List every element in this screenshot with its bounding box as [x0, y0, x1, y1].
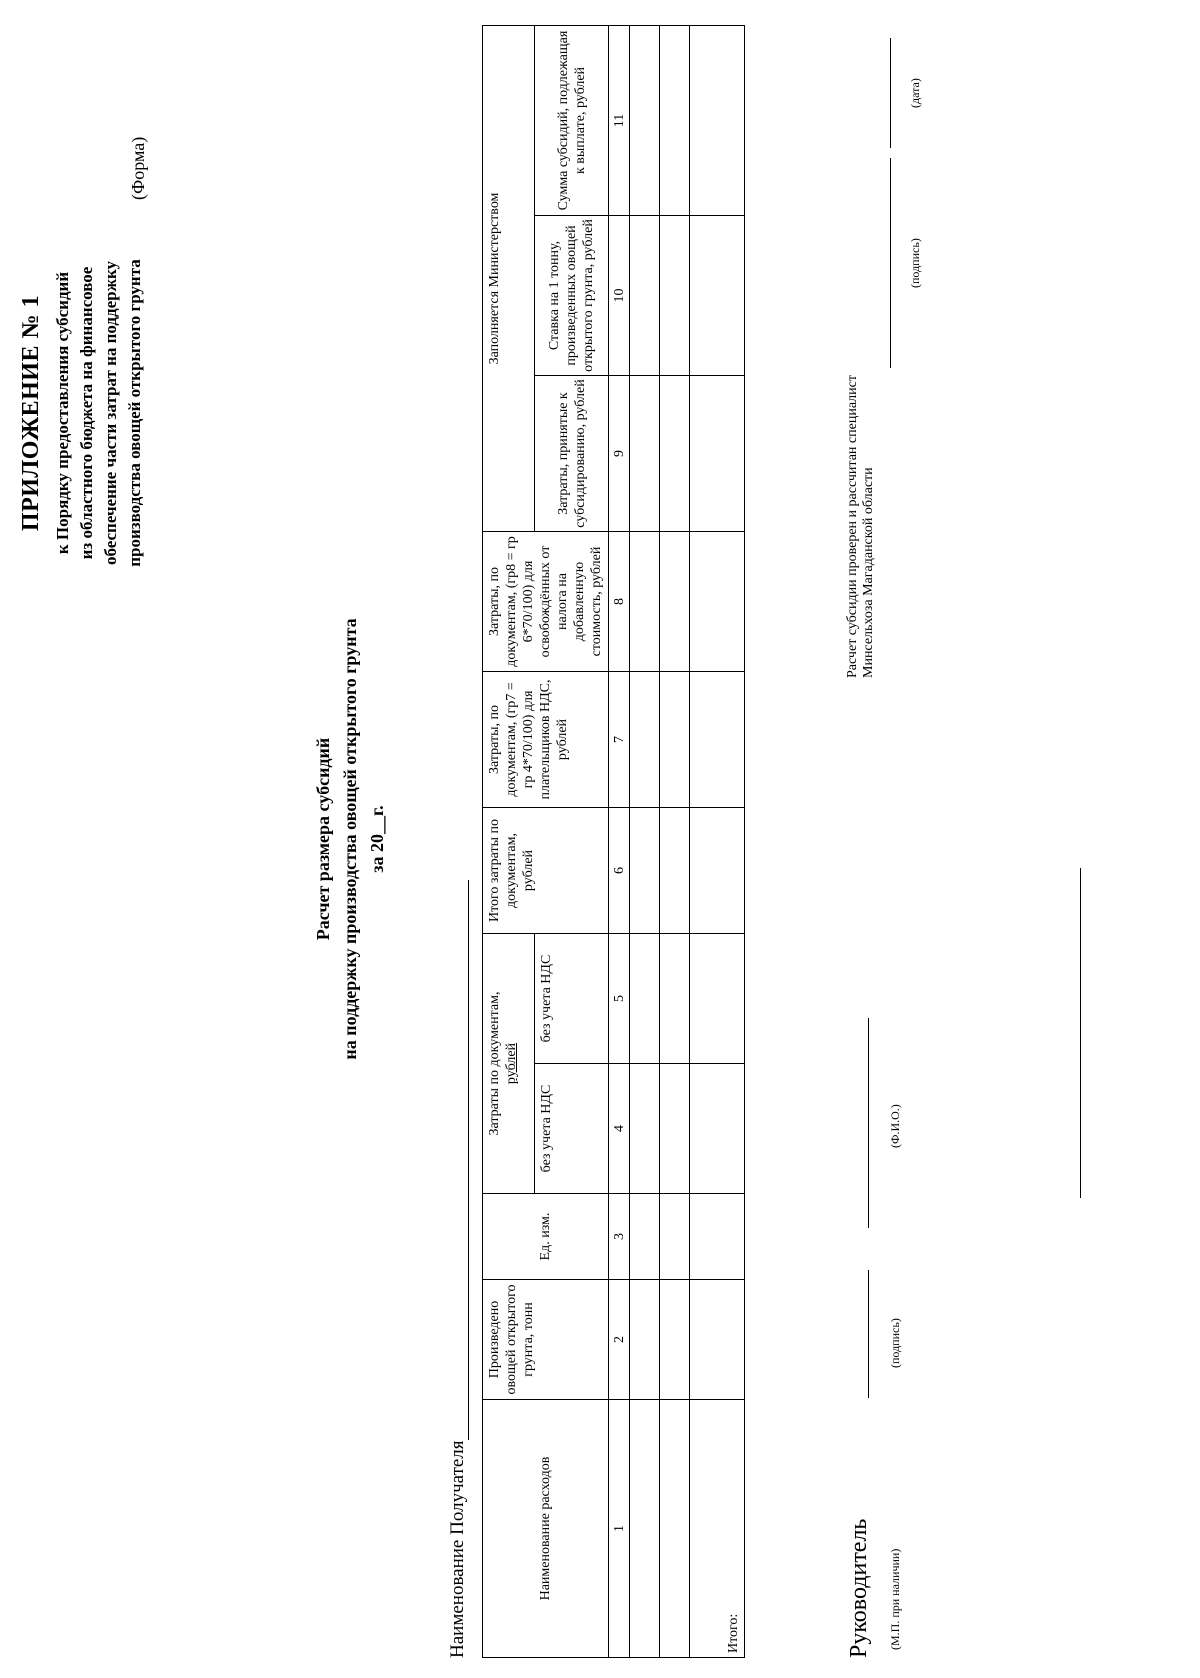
header-subsidy-amount: Сумма субсидий, подлежащая к выплате, рублей [535, 25, 609, 215]
header-accepted-costs: Затраты, принятые к субсидированию, рублей [535, 376, 609, 532]
head-fio-caption: (Ф.И.О.) [888, 1104, 902, 1148]
header-total-costs: Итого затраты по документам, рублей [483, 808, 609, 934]
head-fio-line [868, 1018, 869, 1228]
recipient-field [447, 880, 469, 1658]
column-number: 5 [609, 934, 630, 1064]
verifier-sign-caption: (подпись) [908, 238, 922, 288]
verification-text: Расчет субсидии проверен и рассчитан специалист Минсельхоза Магаданской области [845, 375, 876, 678]
calc-line-1: Расчет размера субсидий [313, 737, 333, 941]
calculation-title [310, 0, 391, 1678]
recipient-line [450, 880, 469, 1440]
subtitle-line: к Порядку предоставления субсидий [53, 271, 72, 555]
column-number: 7 [609, 672, 630, 808]
header-without-vat-1: без учета НДС [535, 1064, 609, 1194]
appendix-title: ПРИЛОЖЕНИЕ № 1 [18, 294, 44, 532]
header-without-vat-2: без учета НДС [535, 934, 609, 1064]
form-label: (Форма) [128, 136, 148, 200]
column-numbers-row [609, 25, 630, 1657]
verifier-date-caption: (дата) [908, 78, 922, 108]
recipient-label: Наименование Получателя [447, 1440, 468, 1658]
head-signature-line [868, 1270, 869, 1398]
column-number: 8 [609, 532, 630, 672]
separator-line [1080, 868, 1081, 1198]
head-sign-caption: (подпись) [888, 1318, 902, 1368]
subtitle-line: обеспечение части затрат на поддержку [101, 260, 120, 566]
header-ministry-group: Заполняется Министерством [483, 25, 535, 531]
column-number: 10 [609, 216, 630, 376]
header-unit: Ед. изм. [483, 1194, 609, 1280]
subtitle-line: из областного бюджета на финансовое [77, 266, 96, 560]
table-row [660, 25, 690, 1657]
table-row [630, 25, 660, 1657]
stamp-caption: (М.П. при наличии) [888, 1548, 902, 1650]
doc-costs-unit: рублей [504, 1042, 519, 1085]
header-produced: Произведено овощей открытого грунта, тонн [483, 1280, 609, 1400]
header-expense-name: Наименование расходов [483, 1400, 609, 1658]
column-number: 1 [609, 1400, 630, 1658]
header-rate-per-ton: Ставка на 1 тонну, произведенных овощей открытого грунта, рублей [535, 216, 609, 376]
column-number: 11 [609, 25, 630, 215]
column-number: 6 [609, 808, 630, 934]
verifier-signature-line [890, 158, 891, 368]
calc-line-2: на поддержку производства овощей открытого грунта [340, 618, 360, 1060]
header-costs-vat-exempt: Затраты, по документам, (гр8 = гр 6*70/100) для освобождённых от налога на добавленную стоимость, рублей [483, 532, 609, 672]
column-number: 4 [609, 1064, 630, 1194]
head-label: Руководитель [846, 1518, 872, 1658]
total-row [690, 25, 745, 1657]
column-number: 9 [609, 376, 630, 532]
doc-costs-label: Затраты по документам, [487, 991, 502, 1136]
total-label: Итого: [690, 1400, 745, 1658]
column-number: 2 [609, 1280, 630, 1400]
header-costs-vat-payers: Затраты, по документам, (гр7 = гр 4*70/100) для плательщиков НДС, рублей [483, 672, 609, 808]
header-doc-costs-group [483, 934, 535, 1194]
subtitle-line: производства овощей открытого грунта [125, 259, 144, 567]
column-number: 3 [609, 1194, 630, 1280]
subsidy-table [482, 25, 745, 1658]
verifier-date-line [890, 38, 891, 148]
calc-line-3: за 20__г. [367, 805, 387, 873]
